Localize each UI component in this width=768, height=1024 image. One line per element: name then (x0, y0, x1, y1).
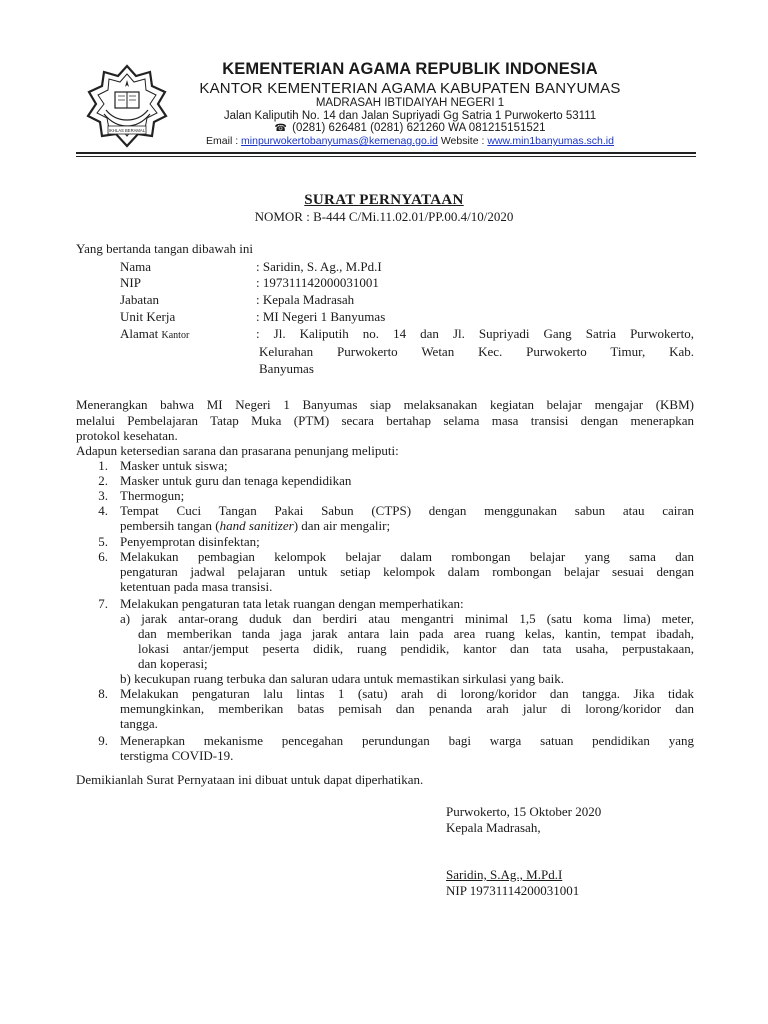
alamat-line-2: Kelurahan Purwokerto Wetan Kec. Purwokerto Timur, Kab. (259, 344, 694, 359)
list-number: 3. (98, 488, 108, 503)
jabatan-value: : Kepala Madrasah (256, 292, 355, 307)
closing-text: Demikianlah Surat Pernyataan ini dibuat untuk dapat diperhatikan. (76, 772, 424, 787)
alamat-line-1: : Jl. Kaliputih no. 14 dan Jl. Supriyadi Gang Satria Purwokerto, (256, 326, 694, 341)
ministry-name: KEMENTERIAN AGAMA REPUBLIK INDONESIA (222, 60, 598, 78)
list-number: 9. (98, 733, 108, 748)
nip-label: NIP (120, 275, 141, 290)
list-number: 1. (98, 458, 108, 473)
list-item-8-line-3: tangga. (120, 716, 158, 731)
signatory-position: Kepala Madrasah, (446, 820, 541, 835)
alamat-line-3: Banyumas (259, 361, 314, 376)
list-item-2: Masker untuk guru dan tenaga kependidikan (120, 473, 352, 488)
list-item-7a-line-1: a) jarak antar-orang duduk dan berdiri atau mengantri minimal 1,5 (satu koma lima) meter, (120, 611, 694, 626)
signatory-name: Saridin, S.Ag., M.Pd.I (446, 867, 563, 882)
list-item-8-line-1: Melakukan pengaturan lalu lintas 1 (satu) arah di lorong/koridor dan tangga. Jika tidak (120, 686, 694, 701)
email-link[interactable]: minpurwokertobanyumas@kemenag.go.id (241, 135, 438, 147)
list-item-7b: b) kecukupan ruang terbuka dan saluran udara untuk memastikan sirkulasi yang baik. (120, 671, 565, 686)
list-item-4-emphasis: hand sanitizer (219, 518, 294, 533)
list-item-6-line-3: ketentuan pada masa transisi. (120, 579, 273, 594)
list-item-4-text-b: ) dan air mengalir; (293, 518, 391, 533)
list-item-5: Penyemprotan disinfektan; (120, 534, 260, 549)
list-item-7a-line-2: dan memberikan tanda jaga jarak antara lain pada area ruang kelas, kantin, tempat ibadah, (138, 626, 694, 641)
list-item-4-line-2 (120, 518, 390, 534)
alamat-label (120, 326, 189, 344)
nama-value: : Saridin, S. Ag., M.Pd.I (256, 259, 382, 274)
list-number: 2. (98, 473, 108, 488)
ministry-logo-icon (84, 62, 170, 150)
list-item-6-line-1: Melakukan pembagian kelompok belajar dalam rombongan belajar yang sama dan (120, 549, 694, 564)
list-item-4-line-1: Tempat Cuci Tangan Pakai Sabun (CTPS) dengan menggunakan sabun atau cairan (120, 503, 694, 518)
alamat-label-small: Kantor (161, 330, 190, 341)
signatory-nip: NIP 19731114200031001 (446, 883, 580, 898)
school-name: MADRASAH IBTIDAIYAH NEGERI 1 (315, 97, 505, 109)
svg-text:IKHLAS BERAMAL: IKHLAS BERAMAL (108, 128, 146, 133)
list-number: 5. (98, 534, 108, 549)
contact-line (170, 135, 650, 147)
list-item-9-line-1: Menerapkan mekanisme pencegahan perundungan bagi warga satuan pendidikan yang (120, 733, 694, 748)
list-number: 6. (98, 549, 108, 564)
jabatan-label: Jabatan (120, 292, 159, 307)
document-number: NOMOR : B-444 C/Mi.11.02.01/PP.00.4/10/2020 (254, 209, 514, 224)
list-item-4-text-a: pembersih tangan ( (120, 518, 220, 533)
paragraph-line-2: melalui Pembelajaran Tatap Muka (PTM) secara bertahap selama masa transisi dengan menerapkan (76, 413, 694, 428)
letterhead-rule-thin (76, 156, 696, 157)
paragraph-line-1: Menerangkan bahwa MI Negeri 1 Banyumas siap melaksanakan kegiatan belajar mengajar (KBM) (76, 397, 694, 412)
phone-line (170, 122, 650, 134)
list-item-6-line-2: pengaturan jadwal pelajaran untuk setiap kelompok dalam rombongan belajar sesuai dengan (120, 564, 694, 579)
list-item-7a-line-4: dan koperasi; (138, 656, 208, 671)
place-date: Purwokerto, 15 Oktober 2020 (446, 804, 602, 819)
office-name: KANTOR KEMENTERIAN AGAMA KABUPATEN BANYUMAS (199, 80, 621, 97)
website-label: Website : (440, 135, 485, 147)
list-item-7a-line-3: lokasi antar/jemput peserta didik, ruang pendidik, kantor dan tata usaha, perpustakaan, (138, 641, 694, 656)
email-label: Email : (206, 135, 239, 147)
intro-text: Yang bertanda tangan dibawah ini (76, 241, 254, 256)
alamat-label-main: Alamat (120, 326, 159, 341)
unit-value: : MI Negeri 1 Banyumas (256, 309, 386, 324)
school-address: Jalan Kaliputih No. 14 dan Jalan Supriyadi Gg Satria 1 Purwokerto 53111 (223, 110, 597, 122)
letterhead-rule-thick (76, 152, 696, 154)
website-link[interactable]: www.min1banyumas.sch.id (487, 135, 614, 147)
list-number: 4. (98, 503, 108, 518)
list-item-9-line-2: terstigma COVID-19. (120, 748, 234, 763)
nip-value: : 197311142000031001 (256, 275, 379, 290)
unit-label: Unit Kerja (120, 309, 176, 324)
list-item-1: Masker untuk siswa; (120, 458, 228, 473)
phone-numbers: (0281) 626481 (0281) 621260 WA 081215151521 (292, 122, 546, 134)
document-title: SURAT PERNYATAAN (304, 192, 464, 208)
list-item-8-line-2: memungkinkan, memberikan batas pemisah dan penanda arah jalur di lorong/koridor dan (120, 701, 694, 716)
paragraph-line-3: protokol kesehatan. (76, 428, 178, 443)
paragraph-line-4: Adapun ketersedian sarana dan prasarana penunjang meliputi: (76, 443, 399, 458)
nama-label: Nama (120, 259, 152, 274)
list-item-3: Thermogun; (120, 488, 185, 503)
telephone-icon: ☎ (274, 123, 287, 134)
list-item-7: Melakukan pengaturan tata letak ruangan dengan memperhatikan: (120, 596, 464, 611)
list-number: 7. (98, 596, 108, 611)
list-number: 8. (98, 686, 108, 701)
